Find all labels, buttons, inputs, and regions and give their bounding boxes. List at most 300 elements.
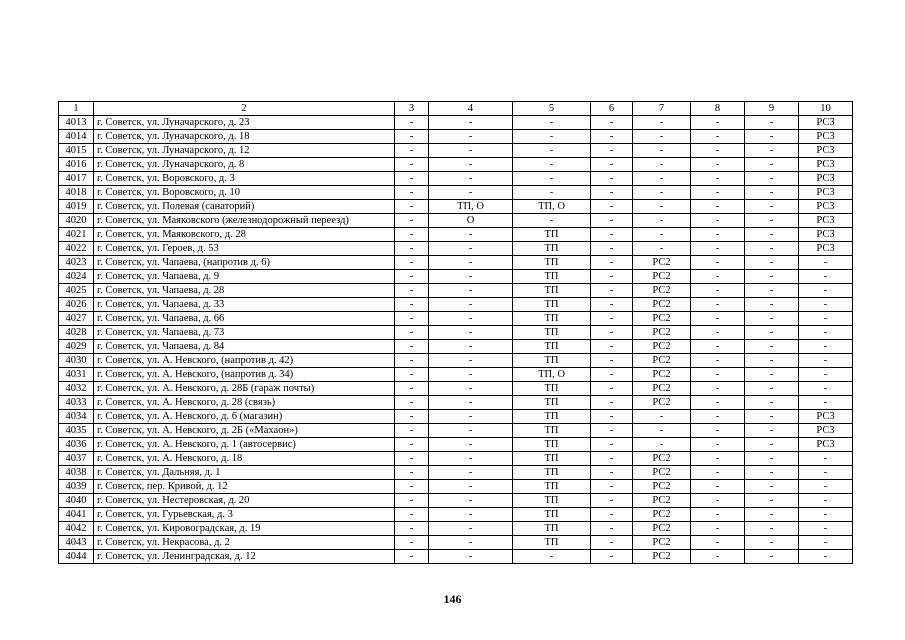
cell-col-9: - [745, 200, 799, 214]
cell-col-3: - [395, 536, 429, 550]
cell-col-5: ТП [513, 256, 591, 270]
cell-col-8: - [691, 214, 745, 228]
table-row [59, 242, 853, 256]
cell-col-3: - [395, 228, 429, 242]
cell-address: г. Советск, ул. Воровского, д. 3 [94, 172, 395, 186]
cell-col-4: - [429, 354, 513, 368]
cell-col-5: ТП [513, 396, 591, 410]
cell-col-4: - [429, 158, 513, 172]
cell-col-6: - [591, 480, 633, 494]
cell-col-6: - [591, 438, 633, 452]
cell-col-8: - [691, 494, 745, 508]
cell-col-7: - [633, 242, 691, 256]
cell-col-8: - [691, 536, 745, 550]
cell-col-9: - [745, 256, 799, 270]
cell-col-5: ТП [513, 438, 591, 452]
cell-col-5: ТП [513, 340, 591, 354]
cell-col-7: - [633, 200, 691, 214]
table-row [59, 424, 853, 438]
cell-row-number: 4023 [59, 256, 94, 270]
cell-col-9: - [745, 144, 799, 158]
cell-col-9: - [745, 522, 799, 536]
cell-col-7: - [633, 116, 691, 130]
cell-col-3: - [395, 354, 429, 368]
cell-col-9: - [745, 396, 799, 410]
cell-col-4: - [429, 228, 513, 242]
cell-address: г. Советск, ул. А. Невского, д. 1 (автосервис) [94, 438, 395, 452]
cell-col-6: - [591, 214, 633, 228]
cell-col-7: - [633, 144, 691, 158]
cell-col-9: - [745, 410, 799, 424]
cell-col-10: - [799, 340, 853, 354]
cell-col-7: - [633, 410, 691, 424]
cell-address: г. Советск, ул. А. Невского, д. 6 (магазин) [94, 410, 395, 424]
cell-col-4: - [429, 536, 513, 550]
cell-col-7: - [633, 228, 691, 242]
cell-col-6: - [591, 298, 633, 312]
cell-address: г. Советск, ул. Луначарского, д. 8 [94, 158, 395, 172]
cell-col-7: РС2 [633, 298, 691, 312]
cell-col-3: - [395, 214, 429, 228]
cell-col-5: ТП [513, 494, 591, 508]
cell-col-6: - [591, 228, 633, 242]
cell-col-3: - [395, 410, 429, 424]
cell-col-10: - [799, 298, 853, 312]
cell-row-number: 4016 [59, 158, 94, 172]
cell-col-8: - [691, 368, 745, 382]
cell-col-10: РС3 [799, 116, 853, 130]
cell-col-9: - [745, 270, 799, 284]
cell-address: г. Советск, ул. Маяковского (железнодорожный переезд) [94, 214, 395, 228]
cell-col-4: - [429, 340, 513, 354]
cell-col-10: РС3 [799, 130, 853, 144]
cell-col-3: - [395, 368, 429, 382]
cell-col-5: - [513, 144, 591, 158]
table-row [59, 284, 853, 298]
cell-row-number: 4032 [59, 382, 94, 396]
cell-col-6: - [591, 466, 633, 480]
cell-col-8: - [691, 228, 745, 242]
cell-col-6: - [591, 382, 633, 396]
cell-col-5: - [513, 116, 591, 130]
table-row [59, 312, 853, 326]
cell-col-5: ТП, О [513, 368, 591, 382]
cell-col-6: - [591, 508, 633, 522]
cell-col-10: - [799, 522, 853, 536]
cell-col-4: - [429, 130, 513, 144]
cell-col-7: РС2 [633, 508, 691, 522]
cell-col-9: - [745, 214, 799, 228]
cell-col-5: ТП [513, 424, 591, 438]
cell-col-6: - [591, 340, 633, 354]
cell-col-4: - [429, 452, 513, 466]
cell-col-3: - [395, 116, 429, 130]
table-row [59, 270, 853, 284]
page-number: 146 [443, 592, 462, 606]
cell-col-7: РС2 [633, 396, 691, 410]
cell-row-number: 4025 [59, 284, 94, 298]
cell-row-number: 4019 [59, 200, 94, 214]
table-row [59, 298, 853, 312]
cell-col-6: - [591, 494, 633, 508]
table-row [59, 480, 853, 494]
cell-row-number: 4020 [59, 214, 94, 228]
cell-address: г. Советск, ул. А. Невского, д. 18 [94, 452, 395, 466]
cell-address: г. Советск, ул. Чапаева, (напротив д. 6) [94, 256, 395, 270]
cell-row-number: 4040 [59, 494, 94, 508]
cell-row-number: 4038 [59, 466, 94, 480]
cell-col-4: - [429, 242, 513, 256]
cell-col-7: РС2 [633, 536, 691, 550]
cell-col-9: - [745, 438, 799, 452]
cell-col-3: - [395, 382, 429, 396]
cell-col-7: РС2 [633, 256, 691, 270]
table-row [59, 172, 853, 186]
cell-address: г. Советск, ул. Воровского, д. 10 [94, 186, 395, 200]
cell-col-8: - [691, 396, 745, 410]
cell-row-number: 4042 [59, 522, 94, 536]
cell-col-5: ТП [513, 312, 591, 326]
cell-col-4: - [429, 550, 513, 564]
cell-col-5: ТП [513, 382, 591, 396]
cell-col-8: - [691, 312, 745, 326]
cell-col-3: - [395, 508, 429, 522]
cell-col-10: РС3 [799, 228, 853, 242]
cell-col-4: - [429, 410, 513, 424]
cell-address: г. Советск, ул. А. Невского, д. 28 (связь) [94, 396, 395, 410]
cell-col-5: - [513, 186, 591, 200]
cell-col-6: - [591, 144, 633, 158]
cell-address: г. Советск, ул. Чапаева, д. 84 [94, 340, 395, 354]
table-row [59, 452, 853, 466]
cell-col-9: - [745, 326, 799, 340]
cell-row-number: 4014 [59, 130, 94, 144]
cell-col-3: - [395, 494, 429, 508]
cell-col-5: ТП [513, 522, 591, 536]
cell-col-7: - [633, 186, 691, 200]
table-row [59, 466, 853, 480]
cell-row-number: 4043 [59, 536, 94, 550]
cell-col-5: - [513, 214, 591, 228]
cell-col-4: - [429, 312, 513, 326]
cell-address: г. Советск, пер. Кривой, д. 12 [94, 480, 395, 494]
cell-col-5: ТП [513, 270, 591, 284]
cell-col-5: ТП [513, 298, 591, 312]
cell-col-9: - [745, 340, 799, 354]
cell-col-7: РС2 [633, 270, 691, 284]
cell-col-6: - [591, 186, 633, 200]
cell-col-7: РС2 [633, 494, 691, 508]
cell-col-4: - [429, 424, 513, 438]
cell-row-number: 4041 [59, 508, 94, 522]
cell-col-3: - [395, 172, 429, 186]
cell-col-10: - [799, 536, 853, 550]
cell-col-3: - [395, 144, 429, 158]
cell-col-4: - [429, 270, 513, 284]
cell-col-5: ТП [513, 284, 591, 298]
table-row [59, 158, 853, 172]
column-header-7: 7 [633, 102, 691, 116]
cell-col-9: - [745, 354, 799, 368]
cell-row-number: 4036 [59, 438, 94, 452]
cell-col-5: ТП [513, 228, 591, 242]
cell-col-6: - [591, 410, 633, 424]
cell-col-9: - [745, 298, 799, 312]
cell-address: г. Советск, ул. А. Невского, д. 28Б (гараж почты) [94, 382, 395, 396]
cell-col-5: ТП [513, 508, 591, 522]
cell-col-5: ТП [513, 354, 591, 368]
cell-col-9: - [745, 452, 799, 466]
cell-col-9: - [745, 480, 799, 494]
cell-col-3: - [395, 312, 429, 326]
cell-address: г. Советск, ул. А. Невского, (напротив д. 42) [94, 354, 395, 368]
cell-col-4: - [429, 186, 513, 200]
cell-col-10: РС3 [799, 242, 853, 256]
cell-address: г. Советск, ул. Маяковского, д. 28 [94, 228, 395, 242]
cell-col-5: ТП [513, 326, 591, 340]
cell-col-4: - [429, 480, 513, 494]
cell-col-6: - [591, 536, 633, 550]
cell-col-10: - [799, 550, 853, 564]
column-header-3: 3 [395, 102, 429, 116]
cell-col-5: - [513, 158, 591, 172]
cell-col-7: - [633, 214, 691, 228]
cell-col-8: - [691, 298, 745, 312]
cell-col-3: - [395, 256, 429, 270]
table-row [59, 186, 853, 200]
cell-row-number: 4044 [59, 550, 94, 564]
cell-col-9: - [745, 466, 799, 480]
cell-col-9: - [745, 284, 799, 298]
cell-col-7: РС2 [633, 312, 691, 326]
table-row [59, 550, 853, 564]
cell-col-8: - [691, 158, 745, 172]
cell-col-10: - [799, 480, 853, 494]
table-row [59, 522, 853, 536]
table-row [59, 536, 853, 550]
cell-col-6: - [591, 200, 633, 214]
cell-col-10: - [799, 312, 853, 326]
cell-col-10: РС3 [799, 214, 853, 228]
cell-col-8: - [691, 522, 745, 536]
cell-col-10: РС3 [799, 438, 853, 452]
cell-col-4: - [429, 298, 513, 312]
cell-col-10: РС3 [799, 410, 853, 424]
cell-col-7: РС2 [633, 284, 691, 298]
cell-col-6: - [591, 354, 633, 368]
cell-col-7: РС2 [633, 480, 691, 494]
cell-col-7: - [633, 438, 691, 452]
cell-col-7: РС2 [633, 382, 691, 396]
cell-col-9: - [745, 130, 799, 144]
table-row [59, 200, 853, 214]
cell-col-3: - [395, 438, 429, 452]
cell-address: г. Советск, ул. Нестеровская, д. 20 [94, 494, 395, 508]
cell-col-3: - [395, 158, 429, 172]
cell-address: г. Советск, ул. Полевая (санаторий) [94, 200, 395, 214]
table-row [59, 368, 853, 382]
table-row [59, 354, 853, 368]
cell-col-3: - [395, 396, 429, 410]
cell-col-6: - [591, 270, 633, 284]
cell-col-6: - [591, 550, 633, 564]
cell-col-5: ТП [513, 452, 591, 466]
cell-row-number: 4028 [59, 326, 94, 340]
cell-col-9: - [745, 228, 799, 242]
cell-col-9: - [745, 312, 799, 326]
cell-col-8: - [691, 256, 745, 270]
cell-col-8: - [691, 270, 745, 284]
cell-col-7: РС2 [633, 550, 691, 564]
cell-col-7: - [633, 158, 691, 172]
table-row [59, 228, 853, 242]
cell-col-10: РС3 [799, 186, 853, 200]
cell-col-8: - [691, 382, 745, 396]
table-row [59, 256, 853, 270]
cell-address: г. Советск, ул. Луначарского, д. 23 [94, 116, 395, 130]
cell-col-6: - [591, 424, 633, 438]
cell-col-9: - [745, 242, 799, 256]
cell-col-10: РС3 [799, 424, 853, 438]
cell-col-6: - [591, 158, 633, 172]
cell-col-6: - [591, 522, 633, 536]
table-row [59, 438, 853, 452]
cell-row-number: 4022 [59, 242, 94, 256]
cell-address: г. Советск, ул. Кировоградская, д. 19 [94, 522, 395, 536]
cell-row-number: 4034 [59, 410, 94, 424]
cell-col-6: - [591, 116, 633, 130]
cell-col-8: - [691, 424, 745, 438]
table-row [59, 382, 853, 396]
cell-row-number: 4033 [59, 396, 94, 410]
cell-col-4: - [429, 326, 513, 340]
column-header-4: 4 [429, 102, 513, 116]
cell-col-10: - [799, 368, 853, 382]
cell-col-8: - [691, 550, 745, 564]
cell-row-number: 4013 [59, 116, 94, 130]
column-header-1: 1 [59, 102, 94, 116]
cell-col-6: - [591, 312, 633, 326]
cell-col-4: - [429, 438, 513, 452]
cell-col-8: - [691, 284, 745, 298]
cell-col-7: РС2 [633, 522, 691, 536]
cell-col-7: РС2 [633, 368, 691, 382]
cell-row-number: 4017 [59, 172, 94, 186]
cell-col-10: РС3 [799, 158, 853, 172]
table-row [59, 326, 853, 340]
cell-col-7: РС2 [633, 326, 691, 340]
cell-col-4: - [429, 144, 513, 158]
cell-col-3: - [395, 550, 429, 564]
cell-col-4: - [429, 522, 513, 536]
cell-col-3: - [395, 130, 429, 144]
column-header-2: 2 [94, 102, 395, 116]
table-row [59, 214, 853, 228]
cell-col-3: - [395, 298, 429, 312]
cell-address: г. Советск, ул. Луначарского, д. 12 [94, 144, 395, 158]
cell-col-3: - [395, 466, 429, 480]
cell-col-3: - [395, 186, 429, 200]
cell-col-3: - [395, 242, 429, 256]
cell-col-6: - [591, 242, 633, 256]
cell-col-8: - [691, 326, 745, 340]
cell-address: г. Советск, ул. Чапаева, д. 33 [94, 298, 395, 312]
cell-col-9: - [745, 116, 799, 130]
cell-col-8: - [691, 480, 745, 494]
cell-row-number: 4039 [59, 480, 94, 494]
cell-col-7: - [633, 130, 691, 144]
cell-col-8: - [691, 130, 745, 144]
table-row [59, 410, 853, 424]
cell-col-6: - [591, 284, 633, 298]
cell-row-number: 4029 [59, 340, 94, 354]
cell-col-4: - [429, 466, 513, 480]
cell-address: г. Советск, ул. Гурьевская, д. 3 [94, 508, 395, 522]
cell-address: г. Советск, ул. Чапаева, д. 66 [94, 312, 395, 326]
cell-col-7: - [633, 172, 691, 186]
cell-col-8: - [691, 144, 745, 158]
cell-col-9: - [745, 368, 799, 382]
cell-col-7: РС2 [633, 354, 691, 368]
cell-col-9: - [745, 158, 799, 172]
cell-col-8: - [691, 172, 745, 186]
cell-col-8: - [691, 438, 745, 452]
cell-col-5: - [513, 172, 591, 186]
table-row [59, 494, 853, 508]
cell-col-10: РС3 [799, 172, 853, 186]
document-table-container [58, 101, 852, 564]
cell-col-4: О [429, 214, 513, 228]
column-header-9: 9 [745, 102, 799, 116]
cell-col-8: - [691, 466, 745, 480]
cell-col-8: - [691, 116, 745, 130]
cell-col-4: - [429, 256, 513, 270]
cell-row-number: 4035 [59, 424, 94, 438]
cell-address: г. Советск, ул. Луначарского, д. 18 [94, 130, 395, 144]
cell-row-number: 4027 [59, 312, 94, 326]
cell-address: г. Советск, ул. Дальняя, д. 1 [94, 466, 395, 480]
cell-col-6: - [591, 172, 633, 186]
cell-col-5: ТП [513, 480, 591, 494]
cell-row-number: 4030 [59, 354, 94, 368]
cell-address: г. Советск, ул. А. Невского, д. 2Б («Махаон») [94, 424, 395, 438]
table-row [59, 508, 853, 522]
cell-row-number: 4026 [59, 298, 94, 312]
cell-col-4: - [429, 382, 513, 396]
cell-address: г. Советск, ул. Героев, д. 53 [94, 242, 395, 256]
cell-col-10: - [799, 382, 853, 396]
cell-address: г. Советск, ул. Ленинградская, д. 12 [94, 550, 395, 564]
column-header-8: 8 [691, 102, 745, 116]
cell-col-3: - [395, 270, 429, 284]
cell-col-8: - [691, 410, 745, 424]
cell-col-8: - [691, 340, 745, 354]
column-header-10: 10 [799, 102, 853, 116]
cell-col-9: - [745, 172, 799, 186]
cell-address: г. Советск, ул. Некрасова, д. 2 [94, 536, 395, 550]
data-table [58, 101, 853, 564]
cell-col-4: - [429, 284, 513, 298]
cell-col-8: - [691, 242, 745, 256]
table-row [59, 116, 853, 130]
cell-col-5: ТП [513, 410, 591, 424]
table-header-row [59, 102, 853, 116]
cell-col-10: - [799, 284, 853, 298]
table-body [59, 116, 853, 564]
cell-col-4: - [429, 172, 513, 186]
cell-col-7: РС2 [633, 340, 691, 354]
cell-col-4: - [429, 494, 513, 508]
